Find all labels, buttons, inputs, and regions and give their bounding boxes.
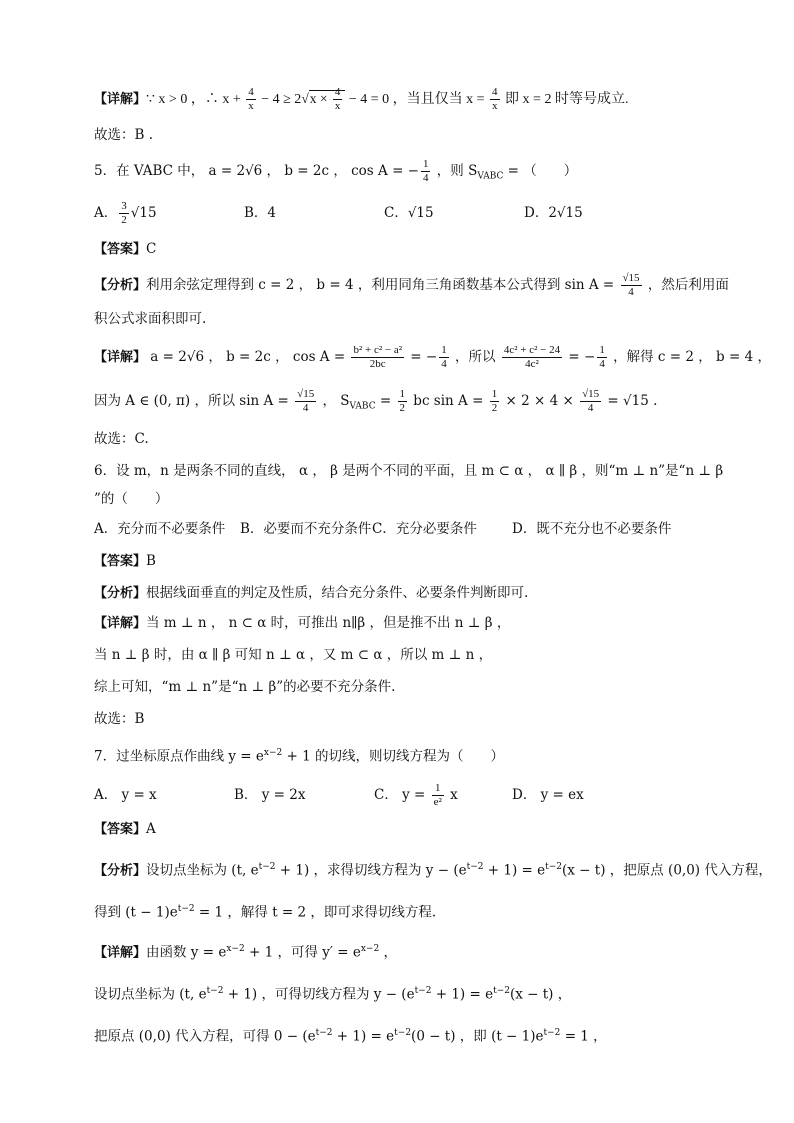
options-7: [94, 782, 584, 809]
answer-5: 【答案】C: [94, 241, 157, 257]
line-7: 积公式求面积即可.: [94, 311, 207, 327]
option-d: D．2√15: [524, 205, 583, 221]
option-c: C．√15: [384, 205, 434, 221]
option-b: B．必要而不充分条件: [240, 521, 372, 537]
answer-6: 【答案】B: [94, 553, 156, 569]
option-a: A． y = x: [94, 787, 157, 803]
line-27: 把原点 (0,0) 代入方程，可得 $0 - (e^{t-2} + 1) = e^{t-2}(0 - t)$ ，即 $(t - 1)e^{t-2} = 1$ ，: [94, 1028, 607, 1045]
line-1: 【详解】∵ x > 0 ，∴ x + $\frac{4}{x}$ − 4 ≥ 2√x × $\frac{4}{x}$ − 4 = 0 ，当且仅当 x = $\frac{4}{x}$ 即 x = 2 时等号成立.: [94, 86, 629, 113]
fraction: $\frac{4}{x}$: [248, 86, 254, 112]
sqrt: √x × $\frac{4}{x}$: [301, 90, 345, 106]
option-d: D．既不充分也不必要条件: [512, 521, 672, 537]
detail-5: 【详解】 a = 2√6 ， b = 2c ， cos A = $\frac{\text{b² + c² − a²}}{2bc}$ = − $\frac{1}{4}$ ，所以 $\frac{\text{4c² + c² − 24}}{\text{4c²}}$ = − $\frac{1}{4}$ ，解得 c = 2 ， b = 4 ，: [94, 344, 771, 370]
detail-6: 【详解】当 m ⊥ n ， n ⊂ α 时，可推出 n∥β ，但是推不出 n ⊥ β ，: [94, 615, 511, 631]
detail-tag: 【详解】: [94, 92, 147, 107]
question-6-cont: ”的（ ）: [94, 491, 169, 507]
options-6: [94, 518, 671, 540]
question-7: 7．过坐标原点作曲线 $y = e^{x-2} + 1$ 的切线，则切线方程为（ ）: [94, 748, 505, 765]
line-10: 故选：C.: [94, 431, 149, 447]
option-a: A．充分而不必要条件: [94, 521, 226, 537]
line-18: 综上可知，“m ⊥ n”是“n ⊥ β”的必要不充分条件.: [94, 679, 396, 695]
option-c: C． y = $\frac{1}{\text{e²}}$ x: [374, 782, 458, 808]
line-24: 得到 $(t - 1)e^{t-2} = 1$ ，解得 t = 2 ，即可求得切线方程.: [94, 904, 437, 921]
option-a: A． $\frac{3}{2}$ √15: [94, 200, 157, 226]
options-5: [94, 200, 714, 227]
line-17: 当 n ⊥ β 时，由 α ∥ β 可知 n ⊥ α ，又 m ⊂ α ，所以 m ⊥ n ，: [94, 647, 493, 663]
line-9: 因为 A ∈ (0, π) ，所以 sin A = $\frac{√15}{4}$ ， $S_{VABC}$ = $\frac{1}{2}$ bc sin A = $\frac{1}{2}$ × 2 × 4 × $\frac{√15}{4}$ = √15 .: [94, 388, 658, 414]
question-6: 6．设 m，n 是两条不同的直线， α ， β 是两个不同的平面，且 m ⊂ α ， α ∥ β ，则“m ⊥ n”是“n ⊥ β: [94, 463, 724, 479]
analysis-5: 【分析】利用余弦定理得到 c = 2 ， b = 4 ，利用同角三角函数基本公式得到 sin A = $\frac{√15}{4}$ ，然后利用面: [94, 272, 729, 298]
line-2: 故选：B .: [94, 127, 154, 143]
fraction: $\frac{4}{x}$: [492, 86, 498, 112]
option-d: D． y = ex: [512, 787, 584, 803]
analysis-7: 【分析】设切点坐标为 (t, $e^{t-2} + 1$) ，求得切线方程为 $y - (e^{t-2} + 1) = e^{t-2}(x - t)$ ，把原点 (0,0) 代入方程，: [94, 862, 772, 879]
option-b: B．4: [244, 205, 277, 221]
answer-7: 【答案】A: [94, 821, 156, 837]
analysis-6: 【分析】根据线面垂直的判定及性质，结合充分条件、必要条件判断即可.: [94, 585, 529, 601]
line-26: 设切点坐标为 (t, $e^{t-2} + 1$) ，可得切线方程为 $y - (e^{t-2} + 1) = e^{t-2}(x - t)$ ，: [94, 986, 572, 1003]
option-b: B． y = 2x: [234, 787, 306, 803]
line-19: 故选：B: [94, 711, 145, 727]
question-5: 5．在 VABC 中， a = 2√6 ， b = 2c ， cos A = − $\frac{1}{4}$ ，则 $S_{VABC}$ = （ ）: [94, 158, 578, 184]
option-c: C．充分必要条件: [372, 521, 477, 537]
detail-7: 【详解】由函数 $y = e^{x-2} + 1$ ，可得 $y' = e^{x-2}$ ，: [94, 944, 397, 961]
